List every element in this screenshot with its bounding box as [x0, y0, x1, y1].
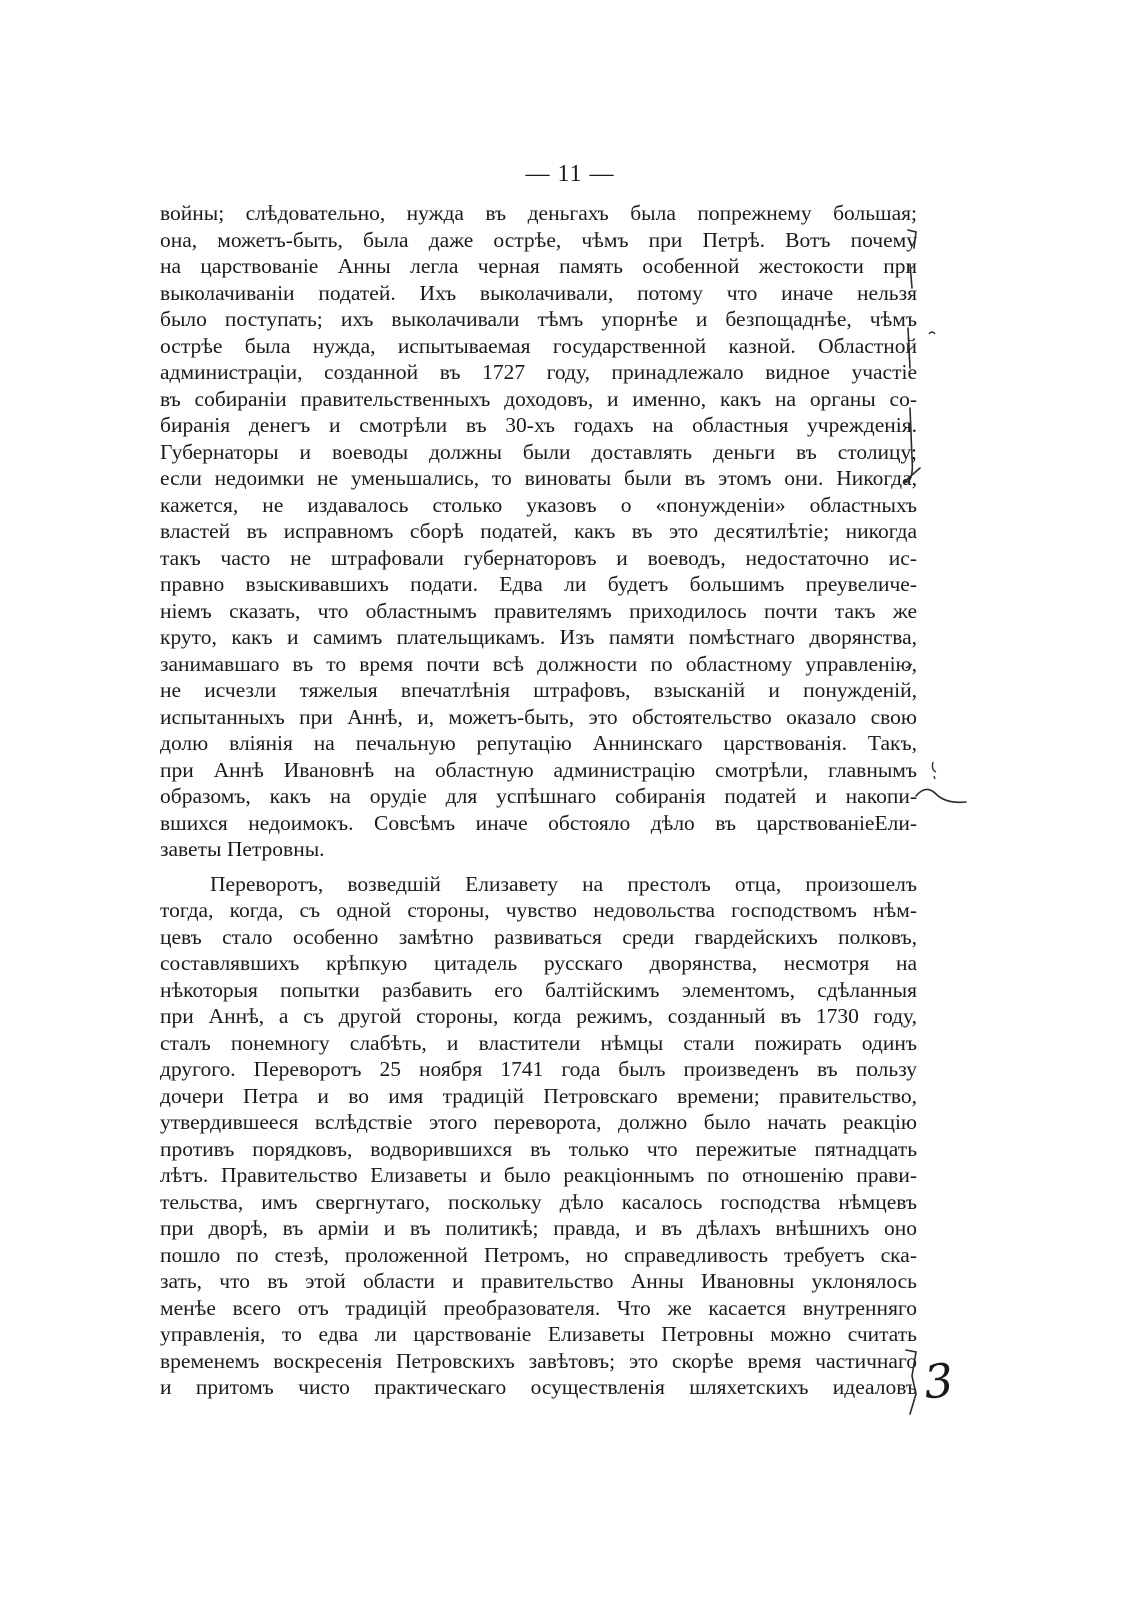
text-line: на царствованіе Анны легла черная память особенной жестокости при	[160, 254, 917, 278]
text-line: пошло по стезѣ, проложенной Петромъ, но справедливость требуетъ ска-	[160, 1242, 917, 1267]
text-line: другого. Переворотъ 25 ноября 1741 года былъ произведенъ въ пользу	[160, 1057, 917, 1081]
text-line: испытанныхъ при Аннѣ, и, можетъ-быть, это обстоятельство оказало свою	[160, 704, 917, 729]
text-line: нѣкоторыя попытки разбавить его балтійскимъ элементомъ, сдѣланныя	[160, 977, 917, 1002]
text-line: при дворѣ, въ арміи и въ политикѣ; правда, и въ дѣлахъ внѣшнихъ оно	[160, 1216, 917, 1240]
text-line: тогда, когда, съ одной стороны, чувство недовольства господствомъ нѣм-	[160, 898, 917, 922]
margin-tilde-mark	[912, 782, 972, 812]
text-line: занимавшаго въ то время почти всѣ должности по областному управленію,	[160, 651, 917, 676]
text-line: и притомъ чисто практическаго осуществленія шляхетскихъ идеаловъ	[160, 1375, 917, 1399]
text-line: образомъ, какъ на орудіе для успѣшнаго собиранія податей и накопи-	[160, 784, 917, 808]
text-line: такъ часто не штрафовали губернаторовъ и воеводъ, недостаточно ис-	[160, 545, 917, 570]
text-line: лѣтъ. Правительство Елизаветы и было реакціоннымъ по отношенію прави-	[160, 1163, 917, 1187]
text-line: ніемъ сказать, что областнымъ правителямъ приходилось почти такъ же	[160, 598, 917, 623]
text-line: если недоимки не уменьшались, то виноваты были въ этомъ они. Никогда,	[160, 466, 917, 490]
text-line: менѣе всего отъ традицій преобразователя. Что же касается внутренняго	[160, 1295, 917, 1320]
text-line: дочери Петра и во имя традицій Петровскаго времени; правительство,	[160, 1083, 917, 1108]
text-line: правно взыскивавшихъ подати. Едва ли будетъ большимъ преувеличе-	[160, 572, 917, 596]
text-line: острѣе была нужда, испытываемая государственной казной. Областной	[160, 333, 917, 358]
text-line: тельства, имъ свергнутаго, поскольку дѣло касалось господства нѣмцевъ	[160, 1189, 917, 1214]
paragraph-1	[160, 200, 917, 863]
text-line: составлявшихъ крѣпкую цитадель русскаго дворянства, несмотря на	[160, 951, 917, 975]
text-line: временемъ воскресенія Петровскихъ завѣтовъ; это скорѣе время частичнаго	[160, 1348, 917, 1373]
margin-annotation: 3	[921, 1352, 957, 1410]
body-text	[160, 200, 917, 1401]
text-line: Переворотъ, возведшій Елизавету на престолъ отца, произошелъ	[210, 871, 917, 896]
text-line: было поступать; ихъ выколачивали тѣмъ упорнѣе и безпощаднѣе, чѣмъ	[160, 307, 917, 331]
text-line: властей въ исправномъ сборѣ податей, какъ въ это десятилѣтіе; никогда	[160, 519, 917, 543]
text-line: управленія, то едва ли царствованіе Елизаветы Петровны можно считать	[160, 1322, 917, 1346]
text-line: не исчезли тяжелыя впечатлѣнія штрафовъ, взысканій и понужденій,	[160, 678, 917, 702]
paragraph-gap	[160, 863, 917, 871]
text-line: при Аннѣ Ивановнѣ на областную администрацію смотрѣли, главнымъ	[160, 757, 917, 782]
text-line: Губернаторы и воеводы должны были доставлять деньги въ столицу;	[160, 439, 917, 464]
margin-bracket-mark	[898, 228, 938, 490]
text-line: вшихся недоимокъ. Совсѣмъ иначе обстояло дѣло въ царствованіеЕли-	[160, 810, 917, 835]
text-line: при Аннѣ, а съ другой стороны, когда режимъ, созданный въ 1730 году,	[160, 1004, 917, 1028]
text-line: зать, что въ этой области и правительство Анны Ивановны уклонялось	[160, 1269, 917, 1293]
page-number: — 11 —	[525, 161, 615, 187]
text-line: противъ порядковъ, водворившихся въ только что пережитые пятнадцать	[160, 1136, 917, 1161]
text-line: войны; слѣдовательно, нужда въ деньгахъ была попрежнему большая;	[160, 201, 917, 225]
text-line: биранія денегъ и смотрѣли въ 30-хъ годахъ на областныя учрежденія.	[160, 413, 917, 437]
text-line: выколачиваніи податей. Ихъ выколачивали, потому что иначе нельзя	[160, 280, 917, 305]
text-line: кажется, не издавалось столько указовъ о «понужденіи» областныхъ	[160, 492, 917, 517]
margin-speck-mark	[925, 328, 939, 342]
text-line: администраціи, созданной въ 1727 году, принадлежало видное участіе	[160, 360, 917, 384]
paragraph-2	[160, 871, 917, 1401]
text-line: заветы Петровны.	[160, 837, 325, 861]
text-line: долю вліянія на печальную репутацію Аннинскаго царствованія. Такъ,	[160, 731, 917, 755]
text-line: круто, какъ и самимъ плательщикамъ. Изъ памяти помѣстнаго дворянства,	[160, 625, 917, 649]
text-line: въ собираніи правительственныхъ доходовъ, и именно, какъ на органы со-	[160, 386, 917, 411]
text-line: утвердившееся вслѣдствіе этого переворота, должно было начать реакцію	[160, 1110, 917, 1134]
text-line: она, можетъ-быть, была даже острѣе, чѣмъ при Петрѣ. Вотъ почему	[160, 227, 917, 252]
margin-speck-mark	[928, 760, 942, 782]
text-line: цевъ стало особенно замѣтно развиваться среди гвардейскихъ полковъ,	[160, 924, 917, 949]
margin-speck-mark	[903, 660, 917, 674]
text-line: сталъ понемногу слабѣть, и властители нѣмцы стали пожирать одинъ	[160, 1030, 917, 1055]
